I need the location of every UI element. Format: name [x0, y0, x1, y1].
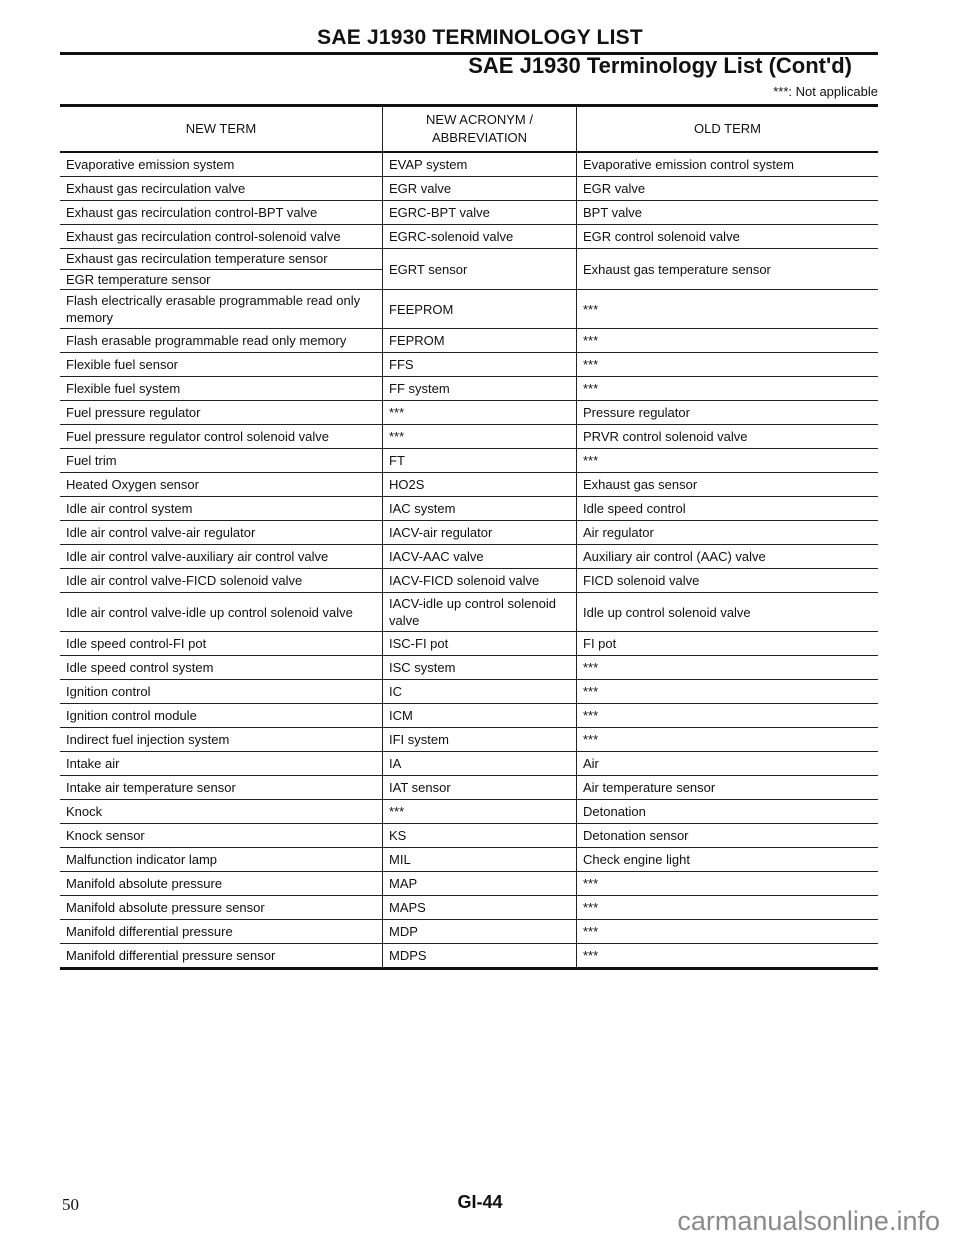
acronym-cell: IAT sensor [383, 776, 577, 800]
old-term-cell: *** [577, 704, 879, 728]
page-subtitle: SAE J1930 Terminology List (Cont'd) [468, 53, 852, 78]
column-header-acronym: NEW ACRONYM / ABBREVIATION [383, 106, 577, 153]
page-title: SAE J1930 TERMINOLOGY LIST [317, 26, 643, 49]
column-header-old-term: OLD TERM [577, 106, 879, 153]
acronym-cell: KS [383, 824, 577, 848]
table-row [60, 848, 878, 872]
table-row [60, 521, 878, 545]
new-term-cell: Idle air control valve-auxiliary air control valve [60, 545, 383, 569]
old-term-cell: Detonation [577, 800, 879, 824]
new-term-line: Exhaust gas recirculation temperature sensor [60, 249, 382, 270]
table-row [60, 329, 878, 353]
old-term-cell: Evaporative emission control system [577, 152, 879, 177]
acronym-cell: *** [383, 401, 577, 425]
old-term-cell: Pressure regulator [577, 401, 879, 425]
table-row [60, 569, 878, 593]
acronym-cell: EGRT sensor [383, 249, 577, 290]
table-row [60, 290, 878, 329]
new-term-cell: Exhaust gas recirculation valve [60, 177, 383, 201]
table-row [60, 728, 878, 752]
new-term-cell: Fuel pressure regulator control solenoid valve [60, 425, 383, 449]
old-term-cell: *** [577, 944, 879, 969]
old-term-cell: *** [577, 377, 879, 401]
old-term-cell: EGR valve [577, 177, 879, 201]
table-row [60, 896, 878, 920]
old-term-cell: Idle speed control [577, 497, 879, 521]
page-number: 50 [62, 1195, 79, 1214]
old-term-cell: *** [577, 449, 879, 473]
old-term-cell: Air regulator [577, 521, 879, 545]
old-term-cell: PRVR control solenoid valve [577, 425, 879, 449]
new-term-cell: Manifold differential pressure [60, 920, 383, 944]
acronym-cell: IFI system [383, 728, 577, 752]
acronym-cell: MIL [383, 848, 577, 872]
table-row [60, 752, 878, 776]
acronym-cell: ISC-FI pot [383, 632, 577, 656]
acronym-cell: IAC system [383, 497, 577, 521]
acronym-cell: EVAP system [383, 152, 577, 177]
old-term-cell: *** [577, 920, 879, 944]
table-row [60, 593, 878, 632]
new-term-cell: Flash erasable programmable read only memory [60, 329, 383, 353]
table-row [60, 680, 878, 704]
table-row [60, 249, 878, 290]
old-term-cell: Idle up control solenoid valve [577, 593, 879, 632]
table-row [60, 497, 878, 521]
table-row [60, 225, 878, 249]
acronym-cell: ICM [383, 704, 577, 728]
old-term-cell: BPT valve [577, 201, 879, 225]
old-term-cell: FICD solenoid valve [577, 569, 879, 593]
acronym-cell: MDPS [383, 944, 577, 969]
table-row [60, 920, 878, 944]
table-row [60, 800, 878, 824]
table-row [60, 473, 878, 497]
new-term-cell: Evaporative emission system [60, 152, 383, 177]
new-term-cell: Idle speed control system [60, 656, 383, 680]
new-term-cell: Manifold absolute pressure sensor [60, 896, 383, 920]
table-row [60, 632, 878, 656]
acronym-cell: FEPROM [383, 329, 577, 353]
table-row [60, 545, 878, 569]
new-term-cell: Intake air [60, 752, 383, 776]
new-term-cell: Knock [60, 800, 383, 824]
acronym-cell: IA [383, 752, 577, 776]
new-term-cell: Malfunction indicator lamp [60, 848, 383, 872]
acronym-cell: FEEPROM [383, 290, 577, 329]
acronym-cell: IACV-FICD solenoid valve [383, 569, 577, 593]
acronym-cell: HO2S [383, 473, 577, 497]
acronym-cell: IC [383, 680, 577, 704]
table-row [60, 201, 878, 225]
new-term-cell: Flexible fuel system [60, 377, 383, 401]
new-term-cell: Idle air control system [60, 497, 383, 521]
page-code: GI-44 [457, 1192, 503, 1212]
not-applicable-note: ***: Not applicable [773, 84, 878, 99]
acronym-cell: IACV-AAC valve [383, 545, 577, 569]
acronym-cell: MAPS [383, 896, 577, 920]
acronym-cell: IACV-idle up control solenoid valve [383, 593, 577, 632]
old-term-cell: Check engine light [577, 848, 879, 872]
new-term-cell: Flexible fuel sensor [60, 353, 383, 377]
new-term-cell: Idle air control valve-FICD solenoid valve [60, 569, 383, 593]
new-term-cell: Fuel pressure regulator [60, 401, 383, 425]
new-term-cell: Exhaust gas recirculation control-solenoid valve [60, 225, 383, 249]
new-term-cell: Fuel trim [60, 449, 383, 473]
new-term-cell: Manifold absolute pressure [60, 872, 383, 896]
new-term-cell: Ignition control module [60, 704, 383, 728]
table-row [60, 944, 878, 969]
new-term-cell: Intake air temperature sensor [60, 776, 383, 800]
acronym-cell: *** [383, 800, 577, 824]
old-term-cell: EGR control solenoid valve [577, 225, 879, 249]
new-term-cell: Idle speed control-FI pot [60, 632, 383, 656]
acronym-cell: FFS [383, 353, 577, 377]
old-term-cell: *** [577, 728, 879, 752]
old-term-cell: *** [577, 656, 879, 680]
old-term-cell: *** [577, 290, 879, 329]
old-term-cell: FI pot [577, 632, 879, 656]
old-term-cell: Exhaust gas temperature sensor [577, 249, 879, 290]
new-term-cell: Manifold differential pressure sensor [60, 944, 383, 969]
old-term-cell: Auxiliary air control (AAC) valve [577, 545, 879, 569]
acronym-cell: FF system [383, 377, 577, 401]
new-term-cell: Idle air control valve-idle up control solenoid valve [60, 593, 383, 632]
acronym-cell: MDP [383, 920, 577, 944]
old-term-cell: *** [577, 896, 879, 920]
table-row [60, 656, 878, 680]
column-header-new-term: NEW TERM [60, 106, 383, 153]
new-term-cell: Heated Oxygen sensor [60, 473, 383, 497]
table-row [60, 353, 878, 377]
acronym-cell: *** [383, 425, 577, 449]
watermark: carmanualsonline.info [677, 1206, 940, 1236]
terminology-table [60, 104, 878, 970]
table-row [60, 776, 878, 800]
table-row [60, 872, 878, 896]
table-row [60, 824, 878, 848]
new-term-cell: Ignition control [60, 680, 383, 704]
new-term-cell: Exhaust gas recirculation control-BPT valve [60, 201, 383, 225]
table-row [60, 449, 878, 473]
old-term-cell: Detonation sensor [577, 824, 879, 848]
old-term-cell: *** [577, 329, 879, 353]
new-term-cell: Knock sensor [60, 824, 383, 848]
acronym-cell: FT [383, 449, 577, 473]
acronym-cell: EGR valve [383, 177, 577, 201]
table-row [60, 177, 878, 201]
old-term-cell: *** [577, 353, 879, 377]
table-row [60, 377, 878, 401]
old-term-cell: Exhaust gas sensor [577, 473, 879, 497]
table-row [60, 704, 878, 728]
table-row [60, 425, 878, 449]
new-term-cell: Idle air control valve-air regulator [60, 521, 383, 545]
old-term-cell: Air temperature sensor [577, 776, 879, 800]
table-row [60, 152, 878, 177]
old-term-cell: *** [577, 872, 879, 896]
acronym-cell: ISC system [383, 656, 577, 680]
new-term-cell: Indirect fuel injection system [60, 728, 383, 752]
table-header-row [60, 106, 878, 153]
old-term-cell: Air [577, 752, 879, 776]
acronym-cell: EGRC-BPT valve [383, 201, 577, 225]
new-term-line: EGR temperature sensor [66, 272, 211, 287]
new-term-cell: Flash electrically erasable programmable read only memory [60, 290, 383, 329]
table-row [60, 401, 878, 425]
new-term-cell [60, 249, 383, 290]
old-term-cell: *** [577, 680, 879, 704]
acronym-cell: IACV-air regulator [383, 521, 577, 545]
acronym-cell: EGRC-solenoid valve [383, 225, 577, 249]
acronym-cell: MAP [383, 872, 577, 896]
